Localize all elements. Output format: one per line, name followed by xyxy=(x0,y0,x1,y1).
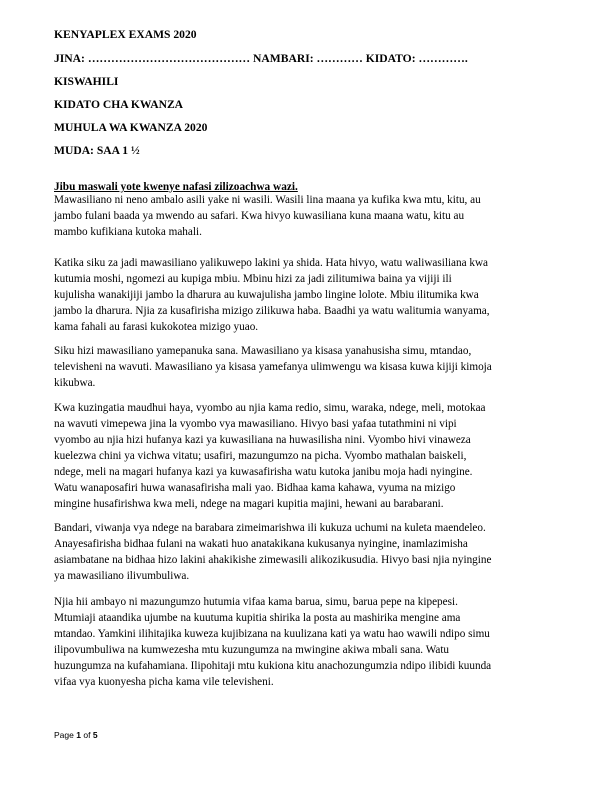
paragraph-line: asiambatane na bidhaa hizo lakini ahakikishe zimewasili alikozikusudia. Hivyo basi njia nyingine xyxy=(54,554,492,566)
paragraph-line: Kwa kuzingatia maudhui haya, vyombo au njia kama redio, simu, waraka, ndege, meli, motokaa xyxy=(54,402,486,414)
paragraph-line: mingine husafirishwa kwa meli, ndege na magari kupitia majini, hewani au barabarani. xyxy=(54,498,444,510)
duration-heading: MUDA: SAA 1 ½ xyxy=(54,144,140,157)
term-heading: MUHULA WA KWANZA 2020 xyxy=(54,121,208,134)
paragraph-3 xyxy=(54,343,564,391)
form-heading: KIDATO CHA KWANZA xyxy=(54,98,184,111)
page-word: Page xyxy=(54,730,74,740)
paragraph-line: huzungumza na kufahamiana. Ilipohitaji mtu kukiona kitu anachozungumzia ndipo ilibidi kuunda xyxy=(54,660,492,672)
paragraph-line: kutumia moshi, ngomezi au kupiga mbiu. Mbinu hizi za jadi zilitumiwa baina ya vijiji ili xyxy=(54,273,452,285)
paragraph-line: Njia hii ambayo ni mazungumzo hutumia vifaa kama barua, simu, barua pepe na kipepesi. xyxy=(54,596,458,608)
paragraph-line: Mawasiliano ni neno ambalo asili yake ni wasili. Wasili lina maana ya kufika kwa mtu, kitu, au xyxy=(54,194,481,206)
paragraph-1 xyxy=(54,192,564,240)
page-number-footer xyxy=(54,730,98,740)
of-word: of xyxy=(83,730,91,740)
paragraph-line: televisheni na wavuti. Mawasiliano ya kisasa yamefanya ulimwengu wa kisasa kuwa kijiji kimoja xyxy=(54,361,492,373)
paragraph-line: kikubwa. xyxy=(54,377,96,389)
paragraph-6 xyxy=(54,594,564,690)
paragraph-line: vifaa vya kuonyesha picha kama vile televisheni. xyxy=(54,676,274,688)
student-details-line: JINA: …………………………………… NAMBARI: ………… KIDATO: …………. xyxy=(54,52,468,65)
paragraph-line: kujulisha wanakijiji jambo la dharura au kuwajulisha jambo lingine lolote. Mbiu ilitumika kwa xyxy=(54,289,479,301)
paragraph-4 xyxy=(54,400,564,512)
paragraph-line: Siku hizi mawasiliano yamepanuka sana. Mawasiliano ya kisasa yanahusisha simu, mtandao, xyxy=(54,345,472,357)
exam-title: KENYAPLEX EXAMS 2020 xyxy=(54,28,197,41)
paragraph-line: Mtumiaji ataandika ujumbe na kuutuma kupitia shirika la posta au mashirika mengine ama xyxy=(54,612,461,624)
paragraph-line: kuelezwa chini ya vichwa vitatu; usafiri, mazungumzo na picha. Vyombo mathalan baiskeli, xyxy=(54,450,467,462)
paragraph-5 xyxy=(54,520,564,584)
paragraph-line: ya mawasiliano ilivumbuliwa. xyxy=(54,570,190,582)
paragraph-line: vyombo au njia hizi hufanya kazi ya kuwasiliana na huwasilisha nini. Vyombo hivi vinaweza xyxy=(54,434,471,446)
paragraph-line: kama fahali au farasi kukokotea mizigo yuao. xyxy=(54,321,259,333)
paragraph-line: Katika siku za jadi mawasiliano yalikuwepo lakini ya shida. Hata hivyo, watu waliwasiliana kwa xyxy=(54,257,489,269)
paragraph-line: ndege, meli na magari hufanya kazi ya kuwasafirisha watu kutoka janibu moja hadi nyingine. xyxy=(54,466,473,478)
paragraph-line: ilipovumbuliwa na kumwezesha mtu kuzungumza na mwingine akiwa mbali sana. Watu xyxy=(54,644,450,656)
paragraph-line: jambo fulani baada ya mwendo au safari. Kwa hivyo kuwasiliana kuna maana watu, kitu au xyxy=(54,210,465,222)
paragraph-line: mtandao. Yamkini ilihitajika kuweza kujibizana na kuulizana kati ya watu hao wawili ndipo simu xyxy=(54,628,490,640)
paragraph-line: Bandari, viwanja vya ndege na barabara zimeimarishwa ili kukuza uchumi na kuleta maendeleo. xyxy=(54,522,486,534)
paragraph-2 xyxy=(54,255,564,335)
page-current: 1 xyxy=(76,730,81,740)
page-total: 5 xyxy=(92,730,98,740)
paragraph-line: jambo la dharura. Njia za kusafirisha mizigo zilikuwa haba. Baadhi ya watu walitumia wanyama, xyxy=(54,305,490,317)
paragraph-line: Watu wanaposafiri huwa wanasafirisha mali yao. Bidhaa kama kahawa, vyuma na mizigo xyxy=(54,482,456,494)
instruction-text: Jibu maswali yote kwenye nafasi zilizoachwa wazi. xyxy=(54,181,298,193)
subject-heading: KISWAHILI xyxy=(54,75,119,88)
paragraph-line: Anayesafirisha bidhaa fulani na wakati huo anatakikana kukusanya nyingine, inamlazimisha xyxy=(54,538,468,550)
paragraph-line: na wavuti vimepewa jina la vyombo vya mawasiliano. Hivyo basi yafaa tutathmini ni vipi xyxy=(54,418,457,430)
paragraph-line: mambo kufikiana kutoka mahali. xyxy=(54,226,202,238)
